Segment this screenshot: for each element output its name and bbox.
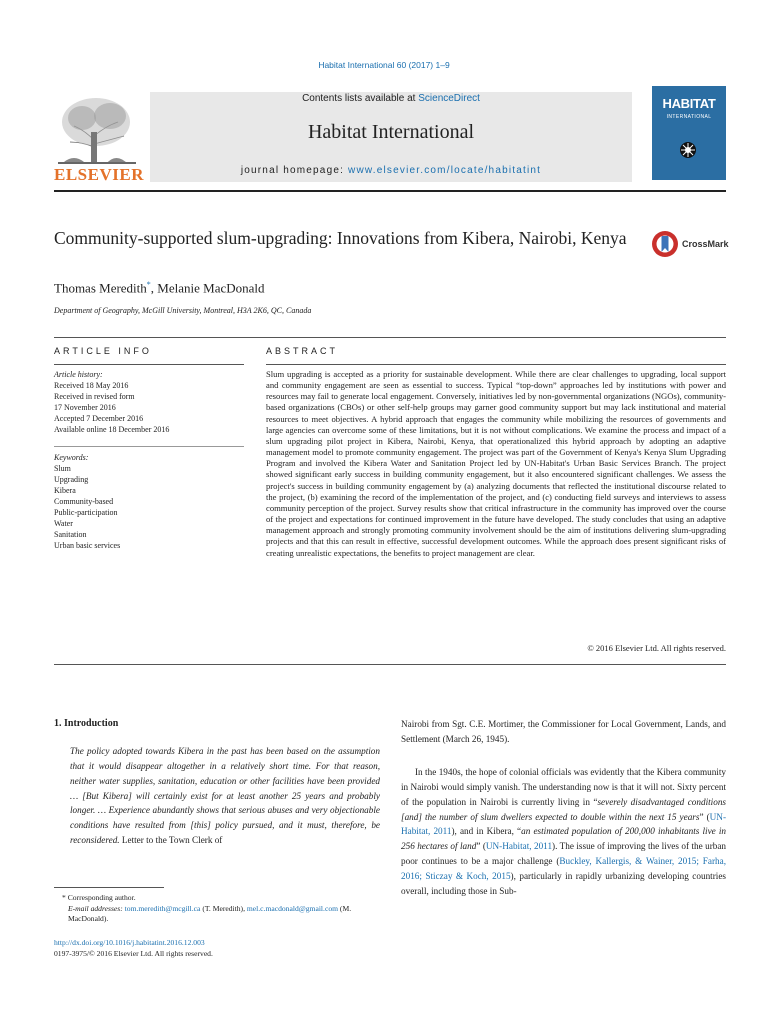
journal-citation[interactable]: Habitat International 60 (2017) 1–9 [318,60,450,70]
citation-link[interactable]: UN-Habitat, 2011 [485,841,553,852]
history-item: 17 November 2016 [54,403,116,412]
crossmark-label: CrossMark [682,239,729,249]
keywords-label: Keywords: [54,453,89,462]
history-label: Article history: [54,370,103,379]
corresponding-author-note: * Corresponding author. [62,893,136,902]
keywords-divider [54,446,244,447]
header-divider [54,190,726,192]
contents-available-line: Contents lists available at ScienceDirect [302,93,480,104]
history-item: Accepted 7 December 2016 [54,414,144,423]
keyword-item: Upgrading [54,475,89,484]
article-title: Community-supported slum-upgrading: Innovations from Kibera, Nairobi, Kenya [54,228,627,248]
author-macdonald[interactable]: Melanie MacDonald [157,280,265,296]
email-link-macdonald[interactable]: mel.c.macdonald@gmail.com [246,903,339,913]
article-history [54,369,244,435]
issn-copyright: 0197-3975/© 2016 Elsevier Ltd. All rights reserved. [54,948,213,958]
info-divider [54,364,244,365]
footnote-rule [54,887,164,888]
abstract-divider [266,364,726,365]
sciencedirect-link[interactable]: ScienceDirect [418,93,480,104]
elsevier-wordmark: ELSEVIER [54,165,144,184]
affiliation: Department of Geography, McGill University, Montreal, H3A 2K6, QC, Canada [54,306,312,315]
globe-emblem-icon [679,141,697,159]
abstract-heading: ABSTRACT [266,346,339,356]
keyword-item: Kibera [54,486,76,495]
article-info-heading: ARTICLE INFO [54,346,152,356]
cover-title: HABITAT [662,96,716,111]
citation-link[interactable]: Buckley, Kallergis, & Wainer, 2015; Farha, 2016; Sticzay & Koch, 2015 [401,856,726,881]
section-divider-bottom [54,664,726,665]
keyword-item: Urban basic services [54,541,121,550]
doi-link[interactable]: http://dx.doi.org/10.1016/j.habitatint.2016.12.003 [54,938,205,947]
history-item: Received in revised form [54,392,135,401]
epigraph-quote: The policy adopted towards Kibera in the past has been based on the assumption that it would disappear altogether in a relatively short time. For that reason, neither water supplies, sanitation, education or other facilities have been provided … [But Kibera] will certainly exist for at least another 25 years and probably longer. … Experience abundantly shows that serious abuses and very objectionable conditions have resulted from [this] policy pursued, and it must, therefore, be reconsidered. Letter to the Town Clerk of [70,746,380,846]
footnote [54,893,380,925]
history-item: Received 18 May 2016 [54,381,129,390]
section-divider-top [54,337,726,338]
abstract-copyright: © 2016 Elsevier Ltd. All rights reserved. [587,643,726,653]
abstract-body: Slum upgrading is accepted as a priority for sustainable development. While there are clear challenges to upgrading, local support and community engagement are seen as essential to success. Typical “top-down” approaches led by institutions with power and resources may fail to generate local engagement. Conversely, initiatives led by non-governmental organizations (NGOs), community-based organizations (CBOs) or other self-help groups may garner good community support but may lack institutional and material resources to meet objectives. A hybrid approach that engages the community while mobilizing the resources of governments and large agencies can overcome some of these limitations, but it is not without complications. We examine the process and impact of a slum upgrading pilot project in Kibera, Nairobi, Kenya, that operationalized this hybrid approach by adopting an adaptive management model to promote community engagement. The project was part of the Government of Kenya's Kenya Slum Upgrading Program and involved the Kibera Water and Sanitation Project led by UN-Habitat's Urban Basic Services Branch. The project showed significant early success in building community engagement, but it also encountered significant challenges. We assess the project's success in building community engagement by (a) analyzing documents that reflected the institutional discourse related to the project, (b) examining the record of the implementation of the project, and (c) conducting field surveys and interviews to assess community perception of the project. Survey results show that critical infrastructure in the community has improved over the course of the project and expectations for continued improvement in the future have developed. The study concludes that using an adaptive management approach and strongly promoting community involvement should be the aim of institutions delivering slum-upgrading projects and that this can result in effective, successful development outcomes. While the approach does present significant risks of creating unrealistic expectations, the benefits to project management are clear. [266,369,726,558]
email-addresses: E-mail addresses: tom.meredith@mcgill.ca (T. Meredith), mel.c.macdonald@gmail.com (M. MacDonald). [68,903,352,923]
journal-title: Habitat International [307,121,475,143]
citation-link[interactable]: UN-Habitat, 2011 [401,811,727,837]
intro-paragraph: In the 1940s, the hope of colonial officials was evidently that the Kibera community in Nairobi would simply vanish. The understanding now is that it will not. Sixty percent of the population in Nairobi is currently living in “severely disadvantaged conditions [and] the number of slum dwellers expected to double within the next 15 years” (UN-Habitat, 2011), and in Kibera, “an estimated population of 200,000 inhabitants live in 256 hectares of land” (UN-Habitat, 2011). The issue of improving the lives of the urban poor continues to be a major challenge (Buckley, Kallergis, & Wainer, 2015; Farha, 2016; Sticzay & Koch, 2015), particularly in rapidly urbanizing developing countries overall, including those in Sub- [401,767,727,896]
keyword-item: Public-participation [54,508,118,517]
keyword-item: Sanitation [54,530,87,539]
epigraph-source-continued: Nairobi from Sgt. C.E. Mortimer, the Commissioner for Local Government, Lands, and Settlement (March 26, 1945). [401,719,726,744]
doi-block [54,938,380,959]
keywords-list [54,452,244,551]
keyword-item: Slum [54,464,71,473]
keyword-item: Water [54,519,73,528]
cover-subtitle: INTERNATIONAL [666,114,712,120]
journal-homepage-link[interactable]: www.elsevier.com/locate/habitatint [348,165,542,176]
history-item: Available online 18 December 2016 [54,425,170,434]
email-link-meredith[interactable]: tom.meredith@mcgill.ca [124,903,201,913]
journal-homepage-line: journal homepage: www.elsevier.com/locate/habitatint [240,165,542,176]
corresponding-author-mark[interactable]: * [146,280,151,289]
keyword-item: Community-based [54,497,114,506]
introduction-heading: 1. Introduction [54,718,119,729]
author-meredith[interactable]: Thomas Meredith [54,280,147,296]
author-list: Thomas Meredith*, Melanie MacDonald [54,280,265,296]
